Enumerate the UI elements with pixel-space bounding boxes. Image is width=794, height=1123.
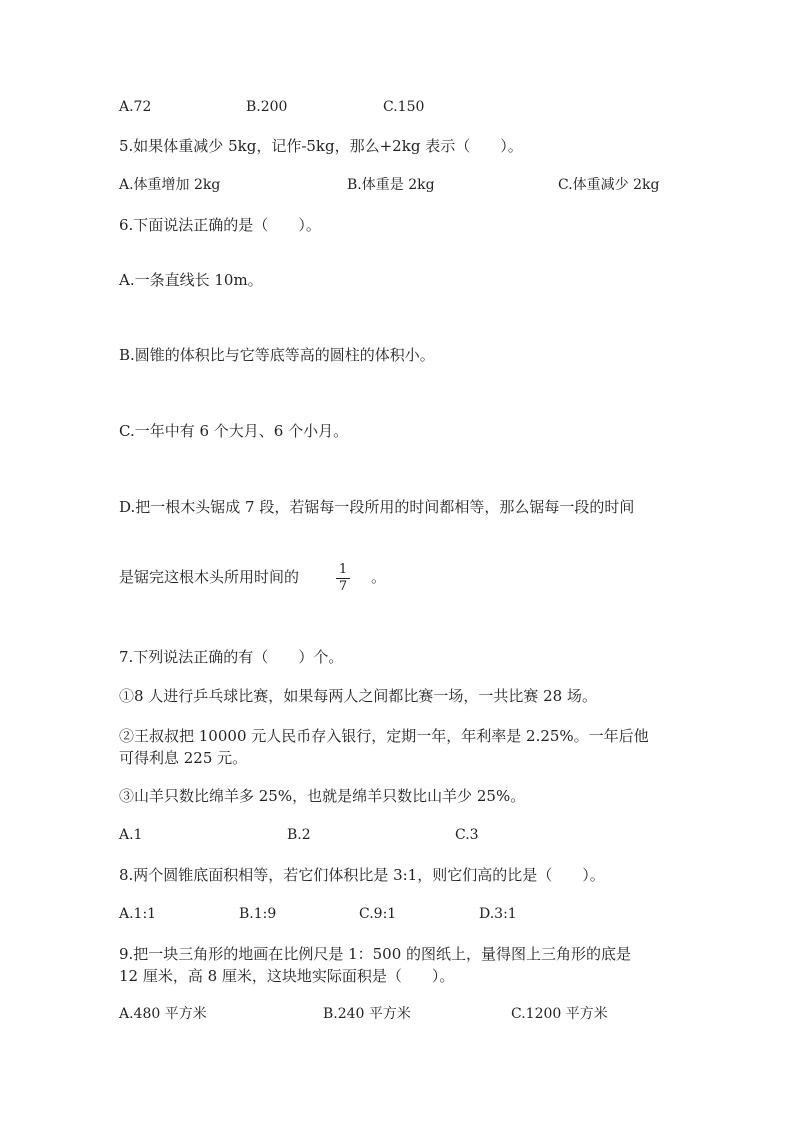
q8-option-b: B.1:9 bbox=[239, 906, 277, 922]
q7-option-b: B.2 bbox=[287, 827, 311, 843]
q5-stem: 5.如果体重减少 5kg，记作-5kg，那么+2kg 表示（ ）。 bbox=[119, 137, 523, 155]
fraction-denominator: 7 bbox=[338, 579, 348, 594]
q8-option-d: D.3:1 bbox=[479, 906, 517, 922]
fraction-one-seventh bbox=[334, 563, 352, 594]
q6-stem: 6.下面说法正确的是（ ）。 bbox=[119, 216, 321, 234]
q9-stem-line1: 9.把一块三角形的地画在比例尺是 1：500 的图纸上，量得图上三角形的底是 bbox=[119, 945, 632, 963]
fraction-numerator: 1 bbox=[338, 562, 348, 577]
q6-option-c: C.一年中有 6 个大月、6 个小月。 bbox=[119, 422, 349, 440]
q6-option-b: B.圆锥的体积比与它等底等高的圆柱的体积小。 bbox=[119, 346, 435, 364]
q9-option-c: C.1200 平方米 bbox=[511, 1006, 608, 1022]
q5-option-b: B.体重是 2kg bbox=[347, 177, 435, 193]
q5-option-a: A.体重增加 2kg bbox=[119, 177, 221, 193]
q7-statement-3: ③山羊只数比绵羊多 25%，也就是绵羊只数比山羊少 25%。 bbox=[119, 787, 526, 805]
q6-option-d-end: 。 bbox=[371, 568, 387, 586]
q7-statement-2-line2: 可得利息 225 元。 bbox=[119, 749, 248, 767]
q7-stem: 7.下列说法正确的有（ ）个。 bbox=[119, 648, 344, 666]
q8-option-c: C.9:1 bbox=[359, 906, 397, 922]
q6-option-d-line1: D.把一根木头锯成 7 段，若锯每一段所用的时间都相等，那么锯每一段的时间 bbox=[119, 498, 635, 516]
q8-option-a: A.1:1 bbox=[119, 906, 157, 922]
q5-option-c: C.体重减少 2kg bbox=[558, 177, 660, 193]
q4-option-b: B.200 bbox=[246, 99, 288, 115]
q8-stem: 8.两个圆锥底面积相等，若它们体积比是 3:1，则它们高的比是（ ）。 bbox=[119, 866, 605, 884]
q6-option-a: A.一条直线长 10m。 bbox=[119, 271, 263, 289]
q7-option-c: C.3 bbox=[455, 827, 479, 843]
q7-statement-1: ①8 人进行乒乓球比赛，如果每两人之间都比赛一场，一共比赛 28 场。 bbox=[119, 687, 597, 705]
q4-option-c: C.150 bbox=[383, 99, 425, 115]
q6-option-d-line2: 是锯完这根木头所用时间的 bbox=[119, 568, 300, 586]
q9-option-a: A.480 平方米 bbox=[119, 1006, 207, 1022]
q4-option-a: A.72 bbox=[119, 99, 152, 115]
q7-statement-2-line1: ②王叔叔把 10000 元人民币存入银行，定期一年，年利率是 2.25%。一年后他 bbox=[119, 727, 649, 745]
q9-stem-line2: 12 厘米，高 8 厘米，这块地实际面积是（ ）。 bbox=[119, 967, 455, 985]
q9-option-b: B.240 平方米 bbox=[323, 1006, 411, 1022]
q7-option-a: A.1 bbox=[119, 827, 143, 843]
